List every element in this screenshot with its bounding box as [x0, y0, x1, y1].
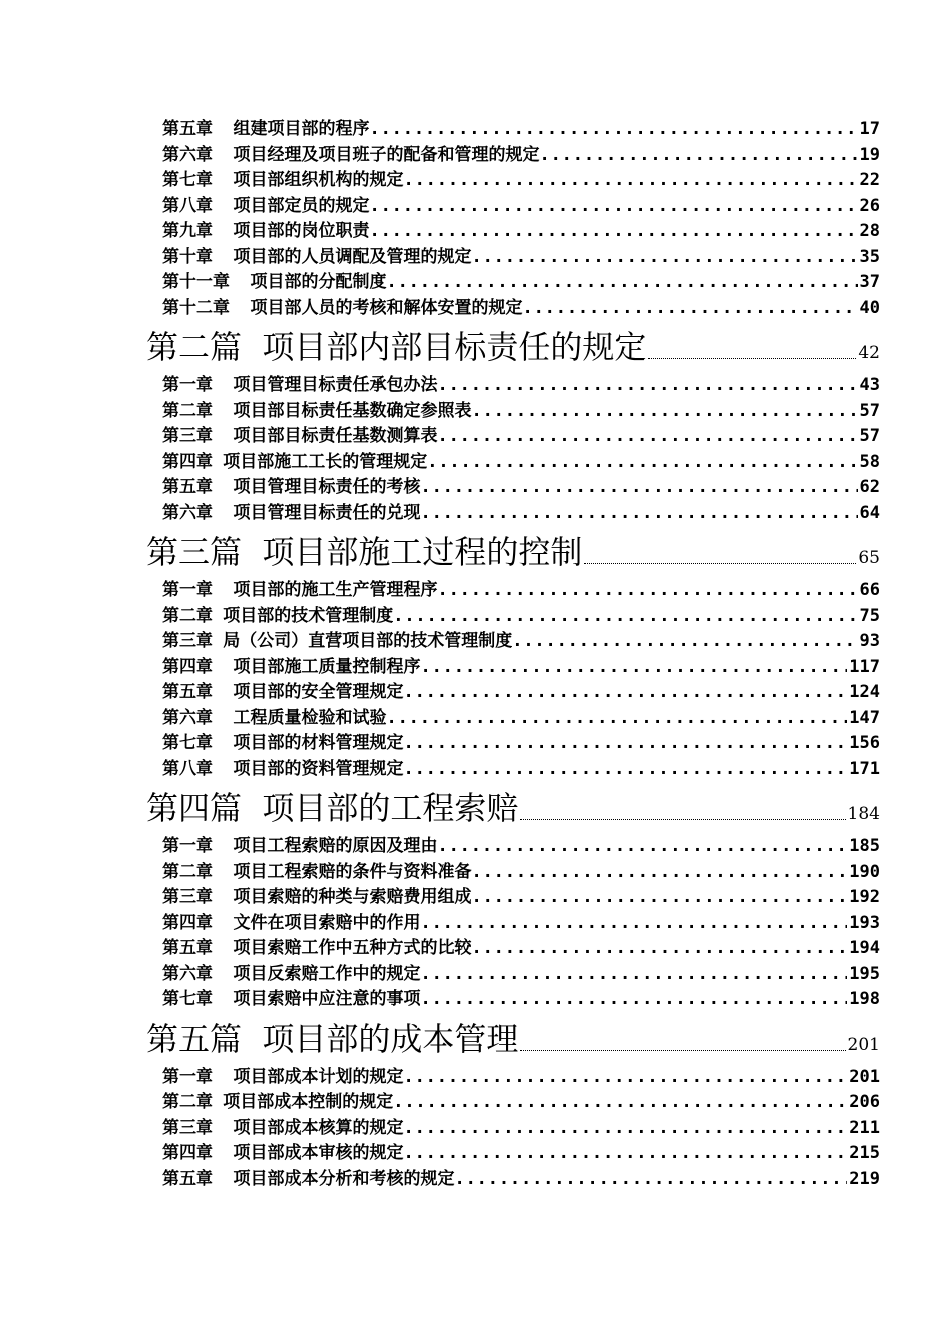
entry-separator	[213, 962, 233, 988]
toc-chapter-entry[interactable]	[146, 1090, 880, 1116]
dot-leader	[420, 655, 847, 681]
toc-chapter-entry[interactable]	[146, 450, 880, 476]
toc-chapter-entry[interactable]	[146, 424, 880, 450]
entry-number: 第七章	[162, 989, 213, 1009]
entry-separator	[213, 1141, 233, 1167]
entry-title: 项目管理目标责任承包办法	[233, 375, 438, 395]
entry-number: 第五章	[162, 938, 213, 958]
page-number: 57	[859, 426, 880, 446]
entry-number: 第四章	[162, 1143, 213, 1163]
dot-leader	[393, 604, 857, 630]
page-number: 184	[847, 804, 880, 824]
entry-separator	[213, 117, 233, 143]
entry-separator	[213, 1167, 233, 1193]
entry-title: 项目部的岗位职责	[233, 221, 370, 241]
page-number: 211	[849, 1117, 880, 1138]
entry-number: 第五章	[162, 119, 213, 139]
page-number: 22	[859, 170, 880, 190]
entry-separator	[213, 860, 233, 886]
page-number: 93	[859, 631, 880, 651]
toc-chapter-entry[interactable]	[146, 911, 880, 937]
entry-number: 第八章	[162, 758, 213, 779]
dot-leader	[403, 757, 847, 783]
page-number: 58	[859, 451, 880, 472]
page-number: 185	[849, 836, 880, 856]
entry-title: 组建项目部的程序	[233, 119, 370, 139]
page-number: 194	[849, 938, 880, 958]
entry-title: 项目工程索赔的原因及理由	[233, 836, 438, 856]
entry-number: 第八章	[162, 195, 213, 216]
page-number: 37	[859, 272, 880, 292]
dot-leader	[471, 885, 847, 911]
entry-number: 第四章	[162, 912, 213, 933]
entry-separator	[213, 604, 223, 630]
page-number: 193	[849, 912, 880, 933]
page-number: 171	[849, 758, 880, 779]
entry-separator	[242, 1013, 262, 1065]
toc-chapter-entry[interactable]	[146, 194, 880, 220]
page-number: 215	[849, 1143, 880, 1163]
dot-leader	[512, 629, 857, 655]
toc-chapter-entry[interactable]	[146, 680, 880, 706]
entry-separator	[213, 1090, 223, 1116]
entry-number: 第一章	[162, 375, 213, 395]
page-number: 190	[849, 861, 880, 882]
page-number: 201	[849, 1066, 880, 1087]
dot-leader	[471, 860, 847, 886]
entry-number: 第三章	[162, 1117, 213, 1138]
entry-title: 项目部目标责任基数确定参照表	[233, 400, 472, 421]
toc-chapter-entry[interactable]	[146, 501, 880, 527]
dot-leader	[539, 143, 857, 169]
dot-leader	[403, 1116, 847, 1142]
entry-number: 第十二章	[162, 297, 230, 318]
toc-chapter-entry[interactable]	[146, 399, 880, 425]
entry-number: 第五章	[162, 1168, 213, 1189]
toc-chapter-entry[interactable]	[146, 885, 880, 911]
entry-separator	[213, 194, 233, 220]
toc-chapter-entry[interactable]	[146, 936, 880, 962]
dot-leader	[420, 962, 847, 988]
page-number: 40	[859, 297, 880, 318]
entry-title: 项目部施工工长的管理规定	[223, 451, 428, 472]
entry-separator	[213, 1065, 233, 1091]
entry-separator	[213, 706, 233, 732]
entry-separator	[242, 782, 262, 834]
entry-number: 第二章	[162, 400, 213, 421]
entry-title: 项目索赔工作中五种方式的比较	[233, 938, 472, 958]
entry-number: 第三篇	[146, 533, 243, 571]
entry-title: 项目索赔的种类与索赔费用组成	[233, 887, 472, 907]
entry-title: 项目部成本审核的规定	[233, 1143, 404, 1163]
page-number: 57	[859, 400, 880, 421]
toc-chapter-entry[interactable]	[146, 270, 880, 296]
page-number: 192	[849, 887, 880, 907]
entry-number: 第三章	[162, 631, 213, 651]
entry-number: 第五章	[162, 682, 213, 702]
dot-leader	[420, 987, 847, 1013]
entry-title: 项目反索赔工作中的规定	[233, 963, 421, 984]
toc-chapter-entry[interactable]	[146, 117, 880, 143]
entry-title: 项目经理及项目班子的配备和管理的规定	[233, 144, 540, 165]
entry-separator	[213, 450, 223, 476]
dot-leader	[454, 1167, 847, 1193]
dot-leader	[403, 731, 847, 757]
entry-separator	[213, 143, 233, 169]
page-number: 35	[859, 246, 880, 267]
entry-number: 第二章	[162, 861, 213, 882]
entry-separator	[213, 501, 233, 527]
entry-separator	[242, 526, 262, 578]
entry-number: 第六章	[162, 502, 213, 523]
toc-chapter-entry[interactable]	[146, 1065, 880, 1091]
page-number: 43	[859, 375, 880, 395]
toc-chapter-entry[interactable]	[146, 168, 880, 194]
page-number: 201	[847, 1034, 880, 1055]
entry-title: 项目部施工过程的控制	[262, 533, 583, 571]
entry-title: 工程质量检验和试验	[233, 707, 387, 728]
entry-number: 第六章	[162, 144, 213, 165]
entry-title: 项目部的分配制度	[250, 272, 387, 292]
toc-chapter-entry[interactable]	[146, 296, 880, 322]
page-number: 66	[859, 580, 880, 600]
page-number: 65	[858, 548, 880, 568]
entry-separator	[213, 885, 233, 911]
entry-number: 第七章	[162, 170, 213, 190]
page-number: 124	[849, 682, 880, 702]
toc-part-heading[interactable]	[146, 321, 880, 373]
entry-separator	[213, 578, 233, 604]
entry-number: 第三章	[162, 426, 213, 446]
toc-chapter-entry[interactable]	[146, 731, 880, 757]
entry-number: 第七章	[162, 733, 213, 753]
entry-title: 项目部的材料管理规定	[233, 733, 404, 753]
dot-leader	[393, 1090, 847, 1116]
entry-title: 项目部内部目标责任的规定	[262, 328, 647, 366]
entry-title: 局（公司）直营项目部的技术管理制度	[223, 631, 513, 651]
entry-number: 第四章	[162, 451, 213, 472]
entry-number: 第一章	[162, 580, 213, 600]
entry-title: 项目部成本分析和考核的规定	[233, 1168, 455, 1189]
entry-title: 项目部的技术管理制度	[223, 605, 394, 626]
entry-separator	[213, 373, 233, 399]
entry-title: 项目部施工质量控制程序	[233, 656, 421, 677]
dot-leader	[420, 911, 847, 937]
toc-chapter-entry[interactable]	[146, 143, 880, 169]
entry-separator	[213, 424, 233, 450]
entry-separator	[213, 475, 233, 501]
toc-chapter-entry[interactable]	[146, 962, 880, 988]
toc-chapter-entry[interactable]	[146, 1116, 880, 1142]
dot-leader	[584, 562, 856, 564]
entry-separator	[213, 219, 233, 245]
entry-title: 项目部组织机构的规定	[233, 170, 404, 190]
toc-chapter-entry[interactable]	[146, 219, 880, 245]
page-number: 206	[849, 1092, 880, 1112]
toc-part-heading[interactable]	[146, 1013, 880, 1065]
entry-separator	[213, 629, 223, 655]
page-number: 19	[859, 144, 880, 165]
dot-leader	[437, 834, 847, 860]
entry-number: 第四篇	[146, 789, 243, 827]
entry-number: 第一章	[162, 836, 213, 856]
dot-leader	[403, 680, 847, 706]
dot-leader	[420, 475, 857, 501]
entry-title: 项目部的安全管理规定	[233, 682, 404, 702]
toc-chapter-entry[interactable]	[146, 860, 880, 886]
entry-separator	[230, 270, 250, 296]
toc-chapter-entry[interactable]	[146, 706, 880, 732]
toc-chapter-entry[interactable]	[146, 1167, 880, 1193]
page-number: 156	[849, 733, 880, 753]
entry-number: 第三章	[162, 887, 213, 907]
entry-title: 项目部成本核算的规定	[233, 1117, 404, 1138]
entry-title: 项目索赔中应注意的事项	[233, 989, 421, 1009]
entry-title: 项目部的成本管理	[262, 1019, 519, 1058]
page-number: 64	[859, 502, 880, 523]
table-of-contents	[146, 117, 880, 1192]
dot-leader	[437, 424, 857, 450]
entry-number: 第十章	[162, 246, 213, 267]
entry-title: 项目管理目标责任的考核	[233, 477, 421, 497]
page-number: 75	[859, 605, 880, 626]
page-number: 62	[859, 477, 880, 497]
dot-leader	[437, 578, 857, 604]
toc-chapter-entry[interactable]	[146, 629, 880, 655]
entry-separator	[213, 680, 233, 706]
dot-leader	[369, 219, 857, 245]
dot-leader	[471, 399, 857, 425]
toc-chapter-entry[interactable]	[146, 834, 880, 860]
entry-separator	[213, 834, 233, 860]
entry-separator	[213, 757, 233, 783]
entry-separator	[213, 168, 233, 194]
entry-title: 文件在项目索赔中的作用	[233, 912, 421, 933]
entry-title: 项目部人员的考核和解体安置的规定	[250, 297, 523, 318]
entry-number: 第五章	[162, 477, 213, 497]
toc-chapter-entry[interactable]	[146, 1141, 880, 1167]
entry-number: 第四章	[162, 656, 213, 677]
entry-number: 第二篇	[146, 328, 243, 366]
entry-separator	[213, 731, 233, 757]
dot-leader	[386, 270, 857, 296]
entry-title: 项目管理目标责任的兑现	[233, 502, 421, 523]
entry-separator	[213, 936, 233, 962]
entry-title: 项目部定员的规定	[233, 195, 370, 216]
dot-leader	[403, 168, 857, 194]
page-number: 219	[849, 1168, 880, 1189]
entry-title: 项目部的工程索赔	[262, 789, 519, 827]
toc-chapter-entry[interactable]	[146, 245, 880, 271]
dot-leader	[437, 373, 857, 399]
entry-number: 第二章	[162, 605, 213, 626]
page-number: 28	[859, 221, 880, 241]
entry-separator	[213, 1116, 233, 1142]
toc-chapter-entry[interactable]	[146, 604, 880, 630]
toc-chapter-entry[interactable]	[146, 475, 880, 501]
dot-leader	[369, 194, 857, 220]
dot-leader	[403, 1065, 847, 1091]
toc-chapter-entry[interactable]	[146, 578, 880, 604]
entry-separator	[213, 399, 233, 425]
toc-chapter-entry[interactable]	[146, 757, 880, 783]
entry-number: 第九章	[162, 221, 213, 241]
entry-number: 第五篇	[146, 1019, 243, 1058]
page-number: 195	[849, 963, 880, 984]
toc-chapter-entry[interactable]	[146, 987, 880, 1013]
dot-leader	[386, 706, 847, 732]
entry-title: 项目部的资料管理规定	[233, 758, 404, 779]
entry-separator	[242, 321, 262, 373]
dot-leader	[522, 296, 857, 322]
toc-part-heading[interactable]	[146, 526, 880, 578]
entry-title: 项目工程索赔的条件与资料准备	[233, 861, 472, 882]
dot-leader	[420, 501, 857, 527]
dot-leader	[520, 818, 845, 820]
entry-title: 项目部的施工生产管理程序	[233, 580, 438, 600]
entry-separator	[213, 655, 233, 681]
page-number: 42	[858, 343, 880, 363]
entry-number: 第六章	[162, 963, 213, 984]
dot-leader	[648, 357, 856, 359]
entry-title: 项目部目标责任基数测算表	[233, 426, 438, 446]
dot-leader	[427, 450, 857, 476]
entry-title: 项目部成本计划的规定	[233, 1066, 404, 1087]
dot-leader	[471, 245, 857, 271]
page-number: 17	[859, 119, 880, 139]
entry-number: 第六章	[162, 707, 213, 728]
page-number: 198	[849, 989, 880, 1009]
page-number: 26	[859, 195, 880, 216]
dot-leader	[403, 1141, 847, 1167]
entry-separator	[230, 296, 250, 322]
page-number: 147	[849, 707, 880, 728]
entry-separator	[213, 245, 233, 271]
entry-separator	[213, 987, 233, 1013]
dot-leader	[369, 117, 857, 143]
page-number: 117	[849, 656, 880, 677]
dot-leader	[471, 936, 847, 962]
entry-number: 第十一章	[162, 272, 230, 292]
entry-number: 第一章	[162, 1066, 213, 1087]
entry-separator	[213, 911, 233, 937]
entry-title: 项目部成本控制的规定	[223, 1092, 394, 1112]
entry-title: 项目部的人员调配及管理的规定	[233, 246, 472, 267]
toc-part-heading[interactable]	[146, 782, 880, 834]
toc-chapter-entry[interactable]	[146, 655, 880, 681]
toc-chapter-entry[interactable]	[146, 373, 880, 399]
dot-leader	[520, 1049, 845, 1051]
entry-number: 第二章	[162, 1092, 213, 1112]
